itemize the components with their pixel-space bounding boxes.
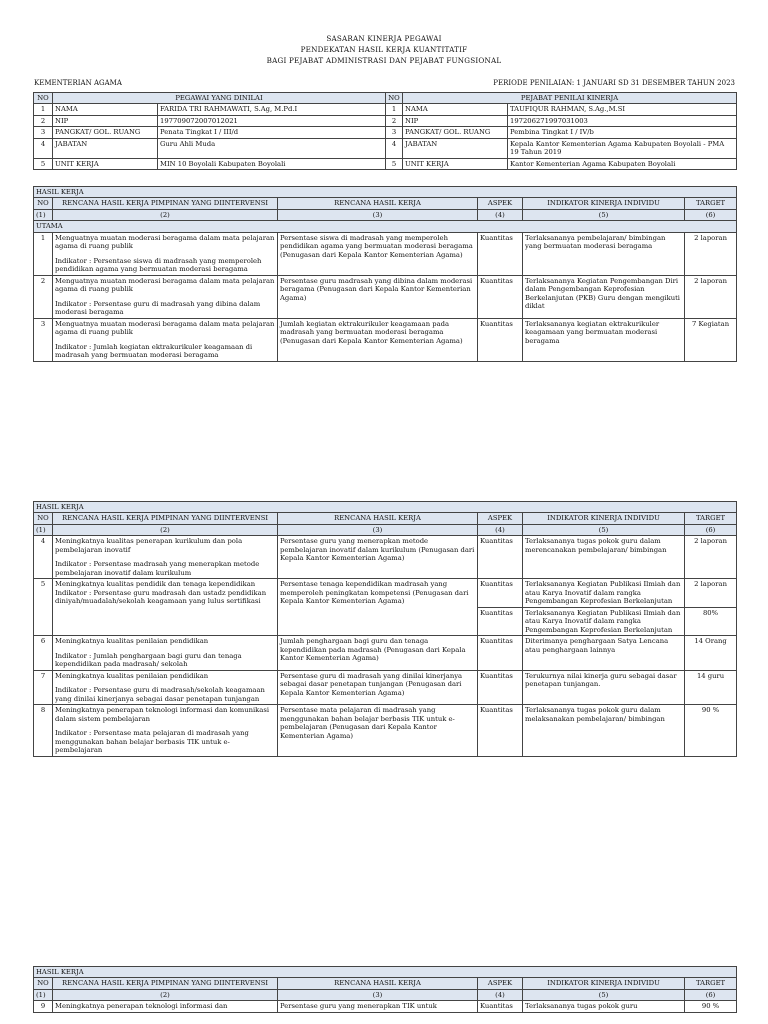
indikator-cell: Terlaksananya tugas pokok guru [523,1001,685,1012]
table-row [34,579,737,607]
aspek-cell: Kuantitas [478,670,523,704]
indikator-cell: Terlaksananya tugas pokok guru dalam melaksanakan pembelajaran/ bimbingan [523,705,685,756]
table-row [34,536,737,579]
rencana-hasil-cell: Jumlah kegiatan ektrakurikuler keagamaan pada madrasah yang bermuatan moderasi beragama (Penugasan dari Kepala Kantor Kementerian Agama) [278,318,478,361]
rencana-hasil-cell: Persentase tenaga kependidikan madrasah yang memperoleh peningkatan kompetensi (Penugasan dari Kepala Kantor Kementerian Agama) [278,579,478,636]
row-no: 1 [34,104,53,115]
periode-label: PERIODE PENILAIAN: 1 JANUARI SD 31 DESEMBER TAHUN 2023 [493,79,735,87]
indikator-cell: Terukurnya nilai kinerja guru sebagai dasar penetapan tunjangan. [523,670,685,704]
target-cell: 90 % [685,705,737,756]
aspek-cell: Kuantitas [478,705,523,756]
rencana-pimpinan-text: Meningkatnya kualitas penilaian pendidikan [55,671,209,680]
rencana-hasil-cell: Persentase guru di madrasah yang dinilai kinerjanya sebagai dasar penetapan tunjangan (Penugasan dari Kepala Kantor Kementerian Agama) [278,670,478,704]
table-row [34,636,737,670]
target-cell: 2 laporan [685,579,737,607]
field-label: UNIT KERJA [403,158,508,169]
rencana-pimpinan-cell [53,318,278,361]
rencana-pimpinan-cell [53,579,278,636]
field-label: PANGKAT/ GOL. RUANG [53,127,158,138]
rencana-pimpinan-cell [53,536,278,579]
doc-title: SASARAN KINERJA PEGAWAI [326,34,442,43]
rencana-pimpinan-text: Meningkatnya kualitas pendidik dan tenaga kependidikan Indikator : Persentase guru madrasah dan ustadz pendidikan diniyah/muadalah/sekolah keagamaan yang lulus sertifikasi [55,580,267,606]
row-no: 9 [34,1001,53,1012]
col-indikator: INDIKATOR KINERJA INDIVIDU [523,978,685,989]
indikator-cell: Terlaksananya Kegiatan Pengembangan Diri dalam Pengembangan Keprofesian Berkelanjutan (PKB) Guru dengan mengikuti diklat [523,275,685,318]
rencana-pimpinan-indikator: Indikator : Persentase madrasah yang menerapkan metode pembelajaran inovatif dalam kurikulum [55,560,260,577]
field-label: NIP [403,115,508,126]
rencana-pimpinan-indikator: Indikator : Persentase guru di madrasah yang dibina dalam moderasi beragama [55,299,261,317]
rencana-pimpinan-indikator: Indikator : Persentase mata pelajaran di madrasah yang menggunakan bahan belajar berbasis TIK untuk e-pembelajaran [55,729,249,755]
col-indikator: INDIKATOR KINERJA INDIVIDU [523,198,685,209]
col-aspek: ASPEK [478,513,523,524]
col-aspek: ASPEK [478,198,523,209]
target-cell: 2 laporan [685,536,737,579]
identity-row [34,115,737,126]
aspek-cell: Kuantitas [478,536,523,579]
aspek-cell: Kuantitas [478,1001,523,1012]
col-number: (5) [523,524,685,535]
column-number-row [34,209,737,220]
penilai-jabatan: Kepala Kantor Kementerian Agama Kabupaten Boyolali - PMA 19 Tahun 2019 [508,138,737,158]
penilai-nip: 197206271997031003 [508,115,737,126]
field-label: PANGKAT/ GOL. RUANG [403,127,508,138]
column-number-row [34,524,737,535]
section-title: HASIL KERJA [34,967,737,978]
target-cell: 2 laporan [685,232,737,275]
penilai-nama: TAUFIQUR RAHMAN, S.Ag.,M.SI [508,104,737,115]
col-number: (3) [278,209,478,220]
col-number: (3) [278,524,478,535]
table-row [34,670,737,704]
rows-hasil-3 [34,1001,737,1012]
row-no: 2 [34,115,53,126]
pegawai-nama: FARIDA TRI RAHMAWATI, S.Ag, M.Pd.I [158,104,386,115]
col-no: NO [34,198,53,209]
row-no: 3 [386,127,403,138]
rencana-pimpinan-cell [53,275,278,318]
rencana-pimpinan-cell [53,670,278,704]
row-no: 4 [386,138,403,158]
identity-header [34,93,737,104]
col-number: (1) [34,989,53,1000]
col-number: (1) [34,524,53,535]
indikator-cell: Terlaksananya kegiatan ektrakurikuler keagamaan yang bermuatan moderasi beragama [523,318,685,361]
row-no: 4 [34,138,53,158]
row-no: 5 [386,158,403,169]
rencana-pimpinan-indikator: Indikator : Jumlah kegiatan ektrakurikuler keagamaan di madrasah yang bermuatan moderasi beragama [55,342,253,360]
col-no: NO [386,93,403,104]
col-indikator: INDIKATOR KINERJA INDIVIDU [523,513,685,524]
col-number: (6) [685,524,737,535]
utama-label: UTAMA [34,221,737,232]
indikator-cell: Terlaksananya Kegiatan Publikasi Ilmiah dan atau Karya Inovatif dalam rangka Pengembangan Keprofesian Berkelanjutan [523,579,685,607]
table-row [34,318,737,361]
row-no: 8 [34,705,53,756]
doc-subtitle: PENDEKATAN HASIL KERJA KUANTITATIF [300,45,468,54]
row-no: 5 [34,579,53,636]
col-rencana: RENCANA HASIL KERJA [278,513,478,524]
rows-hasil-2 [34,536,737,756]
aspek-cell: Kuantitas [478,232,523,275]
row-no: 7 [34,670,53,704]
field-label: NAMA [403,104,508,115]
rencana-hasil-cell: Persentase siswa di madrasah yang memperoleh pendidikan agama yang bermuatan moderasi beragama (Penugasan dari Kepala Kantor Kementerian Agama) [278,232,478,275]
section-title: HASIL KERJA [34,502,737,513]
rencana-pimpinan-text: Meningkatnya penerapan teknologi informasi dan komunikasi dalam sistem pembelajaran [55,706,269,723]
indikator-cell: Diterimanya penghargaan Satya Lencana atau penghargaan lainnya [523,636,685,670]
rencana-pimpinan-indikator: Indikator : Persentase siswa di madrasah yang memperoleh pendidikan agama yang bermuatan moderasi beragama [55,256,262,274]
target-cell: 90 % [685,1001,737,1012]
rencana-pimpinan-text: Menguatnya muatan moderasi beragama dalam mata pelajaran agama di ruang publik [55,233,275,251]
penilai-pangkat: Pembina Tingkat I / IV/b [508,127,737,138]
identity-table [33,92,737,170]
target-cell: 14 guru [685,670,737,704]
row-no: 4 [34,536,53,579]
col-rencana-pimpinan: RENCANA HASIL KERJA PIMPINAN YANG DIINTERVENSI [53,198,278,209]
rencana-pimpinan-cell [53,705,278,756]
rencana-pimpinan-indikator: Indikator : Jumlah penghargaan bagi guru dan tenaga kependidikan pada madrasah/ sekolah [55,651,242,669]
field-label: NIP [53,115,158,126]
rencana-hasil-cell: Persentase guru madrasah yang dibina dalam moderasi beragama (Penugasan dari Kepala Kantor Kementerian Agama) [278,275,478,318]
col-number: (2) [53,989,278,1000]
table-row [34,275,737,318]
field-label: JABATAN [403,138,508,158]
col-number: (3) [278,989,478,1000]
field-label: NAMA [53,104,158,115]
col-number: (5) [523,989,685,1000]
row-no: 3 [34,127,53,138]
rencana-hasil-cell: Persentase guru yang menerapkan TIK untuk [278,1001,478,1012]
aspek-cell: Kuantitas [478,275,523,318]
indikator-cell: Terlaksananya tugas pokok guru dalam merencanakan pembelajaran/ bimbingan [523,536,685,579]
rencana-hasil-cell: Jumlah penghargaan bagi guru dan tenaga kependidikan pada madrasah (Penugasan dari Kepala Kantor Kementerian Agama) [278,636,478,670]
col-number: (6) [685,989,737,1000]
pegawai-nip: 197709072007012021 [158,115,386,126]
rencana-pimpinan-text: Menguatnya muatan moderasi beragama dalam mata pelajaran agama di ruang publik [55,319,275,337]
col-number: (4) [478,524,523,535]
doc-subtitle-2: BAGI PEJABAT ADMINISTRASI DAN PEJABAT FUNGSIONAL [266,56,502,65]
aspek-cell: Kuantitas [478,607,523,635]
field-label: UNIT KERJA [53,158,158,169]
col-no: NO [34,93,53,104]
col-no: NO [34,513,53,524]
rencana-pimpinan-text: Meningkatnya kualitas penilaian pendidikan [55,637,209,646]
rencana-hasil-cell: Persentase mata pelajaran di madrasah yang menggunakan bahan belajar berbasis TIK untuk e-pembelajaran (Penugasan dari Kepala Kantor Kementerian Agama) [278,705,478,756]
rencana-pimpinan-text: Menguatnya muatan moderasi beragama dalam mata pelajaran agama di ruang publik [55,276,275,294]
indikator-cell: Terlaksananya pembelajaran/ bimbingan yang bermuatan moderasi beragama [523,232,685,275]
rencana-pimpinan-text: Meningkatnya penerapan teknologi informasi dan [55,1002,228,1011]
rencana-pimpinan-text: Meningkatnya kualitas penerapan kurikulum dan pola pembelajaran inovatif [55,537,243,554]
penilai-unit: Kantor Kementerian Agama Kabupaten Boyolali [508,158,737,169]
row-no: 5 [34,158,53,169]
target-cell: 7 Kegiatan [685,318,737,361]
table-row [34,232,737,275]
column-header-row [34,198,737,209]
col-no: NO [34,978,53,989]
pegawai-pangkat: Penata Tingkat I / III/d [158,127,386,138]
col-number: (2) [53,524,278,535]
target-cell: 80% [685,607,737,635]
row-no: 2 [34,275,53,318]
pegawai-unit: MIN 10 Boyolali Kabupaten Boyolali [158,158,386,169]
col-number: (6) [685,209,737,220]
identity-row [34,158,737,169]
col-rencana: RENCANA HASIL KERJA [278,198,478,209]
rencana-hasil-cell: Persentase guru yang menerapkan metode pembelajaran inovatif dalam kurikulum (Penugasan dari Kepala Kantor Kementerian Agama) [278,536,478,579]
target-cell: 14 Orang [685,636,737,670]
hasil-kerja-table-3 [33,966,737,1013]
rows-utama [34,232,737,361]
row-no: 1 [34,232,53,275]
column-header-row [34,978,737,989]
identity-row [34,104,737,115]
table-row [34,1001,737,1012]
column-number-row [34,989,737,1000]
row-no: 1 [386,104,403,115]
col-rencana-pimpinan: RENCANA HASIL KERJA PIMPINAN YANG DIINTERVENSI [53,978,278,989]
rencana-pimpinan-cell [53,1001,278,1012]
col-number: (4) [478,209,523,220]
col-target: TARGET [685,198,737,209]
section-title: HASIL KERJA [34,187,737,198]
rencana-pimpinan-cell [53,232,278,275]
penilai-header: PEJABAT PENILAI KINERJA [403,93,737,104]
target-cell: 2 laporan [685,275,737,318]
col-number: (1) [34,209,53,220]
col-number: (4) [478,989,523,1000]
aspek-cell: Kuantitas [478,579,523,607]
col-aspek: ASPEK [478,978,523,989]
hasil-kerja-table-1 [33,186,737,362]
row-no: 2 [386,115,403,126]
col-target: TARGET [685,978,737,989]
col-number: (2) [53,209,278,220]
pegawai-header: PEGAWAI YANG DINILAI [53,93,386,104]
row-no: 6 [34,636,53,670]
indikator-cell: Terlaksananya Kegiatan Publikasi Ilmiah dan atau Karya Inovatif dalam rangka Pengembangan Keprofesian Berkelanjutan [523,607,685,635]
column-header-row [34,513,737,524]
rencana-pimpinan-indikator: Indikator : Persentase guru di madrasah/sekolah keagamaan yang dinilai kinerjanya sebagai dasar penetapan tunjangan [55,686,265,703]
col-number: (5) [523,209,685,220]
row-no: 3 [34,318,53,361]
hasil-kerja-table-2 [33,501,737,757]
aspek-cell: Kuantitas [478,318,523,361]
col-target: TARGET [685,513,737,524]
field-label: JABATAN [53,138,158,158]
col-rencana-pimpinan: RENCANA HASIL KERJA PIMPINAN YANG DIINTERVENSI [53,513,278,524]
identity-row [34,127,737,138]
aspek-cell: Kuantitas [478,636,523,670]
identity-row [34,138,737,158]
pegawai-jabatan: Guru Ahli Muda [158,138,386,158]
col-rencana: RENCANA HASIL KERJA [278,978,478,989]
rencana-pimpinan-cell [53,636,278,670]
instansi-label: KEMENTERIAN AGAMA [34,79,122,87]
table-row [34,705,737,756]
